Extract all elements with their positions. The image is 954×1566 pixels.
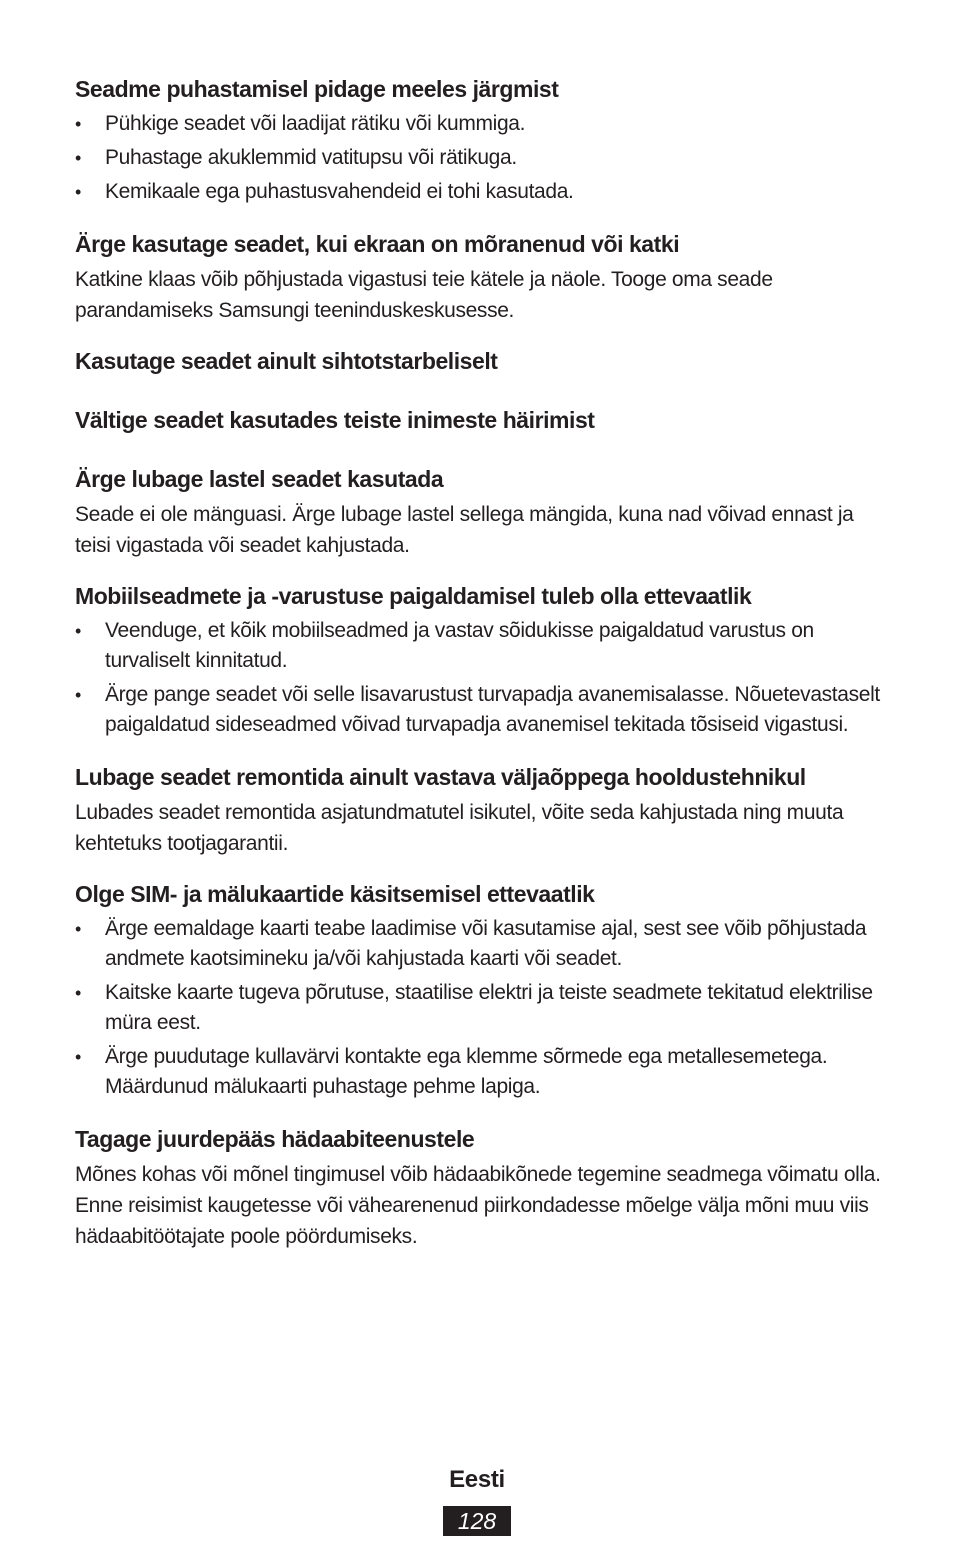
- section-heading: Mobiilseadmete ja -varustuse paigaldamisel tuleb olla ettevaatlik: [75, 583, 752, 609]
- bullet-list: [75, 914, 883, 1102]
- section-cracked-screen: [75, 227, 883, 326]
- section-paragraph: Mõnes kohas või mõnel tingimusel võib hädaabikõnede tegemine seadmega võimatu olla. Enne reisimist kaugetesse või vähearenenud piirkondadesse mõelge välja mõni muu viis hädaabitöötajate poole pöördumiseks.: [75, 1163, 881, 1248]
- section-heading: Olge SIM- ja mälukaartide käsitsemisel ettevaatlik: [75, 881, 595, 907]
- section-qualified-repair: [75, 760, 883, 859]
- section-cleaning: [75, 72, 883, 207]
- bullet-list: [75, 616, 883, 740]
- document-body: [75, 72, 883, 1252]
- section-heading: Ärge kasutage seadet, kui ekraan on mõranenud või katki: [75, 231, 680, 257]
- list-item: • Puhastage akuklemmid vatitupsu või rätikuga.: [75, 143, 883, 173]
- list-item: • Ärge eemaldage kaarti teabe laadimise või kasutamise ajal, sest see võib põhjustada andmete kaotsimineku ja/või kahjustada kaarti või seadet.: [75, 914, 883, 974]
- section-children: [75, 462, 883, 561]
- section-heading: Kasutage seadet ainult sihtotstarbeliselt: [75, 348, 498, 374]
- section-paragraph: Seade ei ole mänguasi. Ärge lubage lastel sellega mängida, kuna nad võivad ennast ja teisi vigastada või seadet kahjustada.: [75, 503, 854, 557]
- section-heading: Seadme puhastamisel pidage meeles järgmist: [75, 76, 559, 102]
- section-paragraph: Lubades seadet remontida asjatundmatutel isikutel, võite seda kahjustada ning muuta kehtetuks tootjagarantii.: [75, 801, 844, 855]
- section-paragraph: Katkine klaas võib põhjustada vigastusi teie kätele ja näole. Tooge oma seade parandamiseks Samsungi teeninduskeskusesse.: [75, 268, 773, 322]
- section-sim-memory-cards: [75, 877, 883, 1102]
- section-vehicle-installation: [75, 579, 883, 740]
- section-emergency-services: [75, 1122, 883, 1252]
- bullet-list: [75, 109, 883, 207]
- section-heading: Tagage juurdepääs hädaabiteenustele: [75, 1126, 475, 1152]
- section-heading: Vältige seadet kasutades teiste inimeste häirimist: [75, 407, 595, 433]
- list-item: • Kemikaale ega puhastusvahendeid ei tohi kasutada.: [75, 177, 883, 207]
- section-disturbing-others: [75, 403, 883, 437]
- list-item: • Kaitske kaarte tugeva põrutuse, staatilise elektri ja teiste seadmete tekitatud elektrilise müra eest.: [75, 978, 883, 1038]
- footer-language-label: Eesti: [449, 1466, 505, 1493]
- section-heading: Ärge lubage lastel seadet kasutada: [75, 466, 444, 492]
- page-number-badge: 128: [443, 1506, 511, 1536]
- list-item: • Ärge puudutage kullavärvi kontakte ega klemme sõrmede ega metallesemetega. Määrdunud mälukaarti puhastage pehme lapiga.: [75, 1042, 883, 1102]
- list-item: • Veenduge, et kõik mobiilseadmed ja vastav sõidukisse paigaldatud varustus on turvaliselt kinnitatud.: [75, 616, 883, 676]
- list-item: • Pühkige seadet või laadijat rätiku või kummiga.: [75, 109, 883, 139]
- list-item: • Ärge pange seadet või selle lisavarustust turvapadja avanemisalasse. Nõuetevastaselt paigaldatud sideseadmed võivad turvapadja avanemisel tekitada tõsiseid vigastusi.: [75, 680, 883, 740]
- section-intended-use: [75, 344, 883, 378]
- section-heading: Lubage seadet remontida ainult vastava väljaõppega hooldustehnikul: [75, 764, 806, 790]
